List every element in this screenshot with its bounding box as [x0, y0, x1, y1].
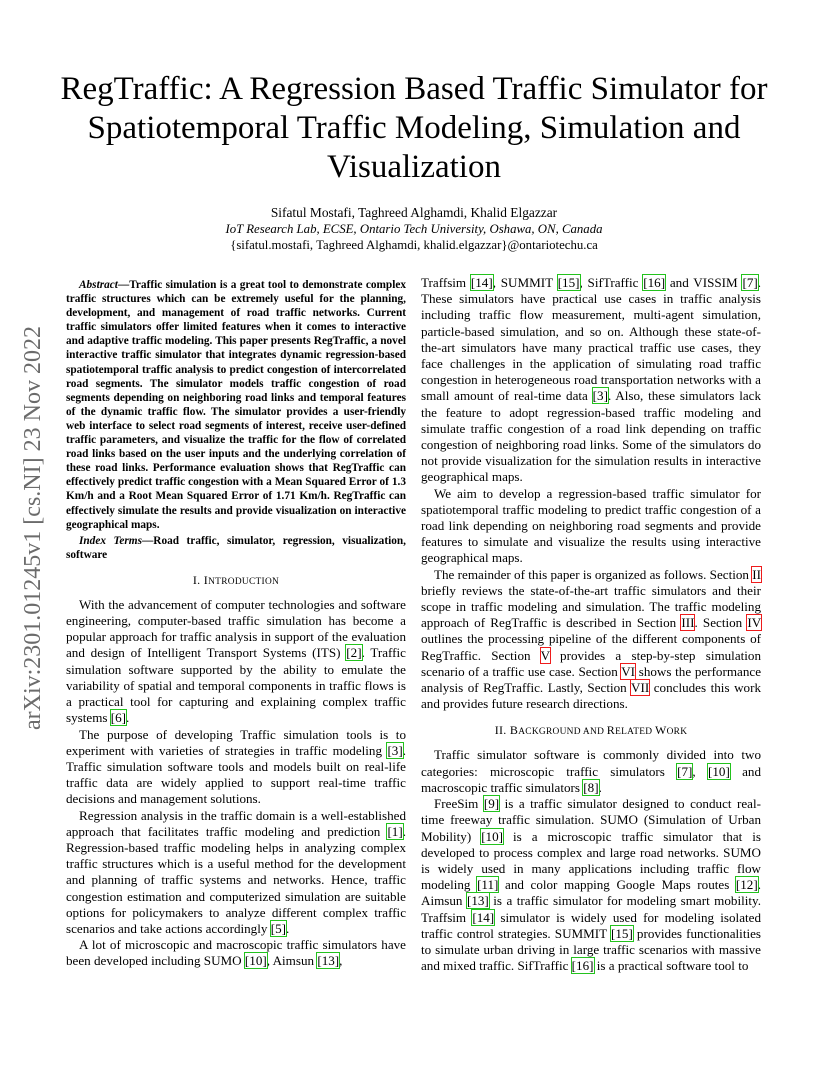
section-initial: W: [654, 723, 667, 738]
text-run: and macroscopic traffic simulators: [421, 763, 761, 795]
text-run: The remainder of this paper is organized as follows. Section: [434, 566, 753, 582]
text-run: , SUMMIT: [492, 275, 558, 290]
section-initial: B: [509, 723, 519, 738]
citation-link[interactable]: [13]: [466, 893, 489, 909]
section-link[interactable]: V: [540, 647, 550, 663]
abstract-text: Traffic simulation is a great tool to demonstrate complex traffic structures which can be extremely useful for the planning, development, and management of road traffic networks. Current traffic simulators offer limited features when it comes to interactive and adaptive traffic modeling. This paper presents RegTraffic, a novel interactive traffic simulator that integrates dynamic regression-based spatiotemporal traffic analysis to predict congestion of intercorrelated road segments. The simulator models traffic congestion of road segments depending on neighboring road links and temporal features of the dynamic traffic flow. The simulator provides a user-friendly web interface to select road segments of interest, receive user-defined traffic parameters, and visualize the traffic for the flow of correlated road links based on the user inputs and the underlying correlation of these road links. Performance evaluation shows that RegTraffic can effectively predict traffic congestion with a Mean Squared Error of 1.3 Km/h and a Root Mean Squared Error of 1.71 Km/h. RegTraffic can effectively simulate the results and provide visualization on interactive geographical maps.: [66, 279, 406, 531]
right-column: [421, 275, 761, 974]
text-run: .: [598, 779, 602, 795]
citation-link[interactable]: [13]: [317, 953, 340, 969]
citation-link[interactable]: [9]: [483, 796, 500, 812]
text-run: . Regression-based traffic modeling helps in analyzing complex traffic structures which is a useful method for the development and planning of traffic systems and networks. Hence, traffic congestion estimation and computerized simulation are suitable options for policymakers to analyze different complex traffic scenarios and take actions accordingly: [66, 823, 406, 936]
text-run: and color mapping Google Maps routes: [498, 877, 736, 893]
text-run: is a practical software tool to: [593, 958, 749, 974]
index-terms-text: Road traffic, simulator, regression, visualization, software: [66, 534, 406, 561]
text-run: FreeSim: [434, 796, 484, 812]
text-run: A lot of microscopic and macroscopic traffic simulators have been developed including SUMO: [66, 937, 406, 969]
citation-link[interactable]: [8]: [583, 779, 599, 795]
text-run: ,: [339, 953, 343, 969]
section-initial: R: [606, 723, 616, 738]
citation-link[interactable]: [11]: [477, 877, 499, 893]
citation-link[interactable]: [12]: [735, 877, 758, 893]
section-initial: I: [203, 572, 209, 587]
abstract-label: Abstract: [79, 279, 118, 291]
intro-paragraph-3: [66, 808, 406, 938]
text-run: and VISSIM: [665, 275, 743, 290]
author-list: Sifatul Mostafi, Taghreed Alghamdi, Khalid Elgazzar: [270, 205, 558, 220]
text-run: . Section: [694, 615, 748, 631]
text-run: .: [285, 920, 290, 936]
text-run: outlines the processing pipeline of the different components of RegTraffic. Section: [421, 631, 761, 663]
text-run: With the advancement of computer technologies and software engineering, computer-based traffic simulation has become a popular approach for traffic analysis in support of the evaluation and design of Intelligent Transport Systems (ITS): [66, 596, 406, 661]
section-number: I.: [192, 572, 204, 587]
text-run: . Traffic simulation software tools and models built on real-life traffic data are widely applied to support real-time traffic decisions and management solutions.: [66, 742, 406, 807]
citation-link[interactable]: [16]: [571, 958, 594, 974]
author-emails: {sifatul.mostafi, Taghreed Alghamdi, khalid.elgazzar}@ontariotechu.ca: [230, 238, 598, 252]
text-run: .: [126, 710, 130, 726]
text-run: The purpose of developing Traffic simulation tools is to experiment with varieties of strategies in traffic modeling: [66, 726, 406, 758]
citation-link[interactable]: [2]: [346, 645, 362, 661]
section-link[interactable]: IV: [747, 615, 761, 631]
abstract: [66, 278, 406, 532]
background-paragraph-2: [421, 796, 761, 974]
citation-link[interactable]: [16]: [643, 275, 666, 290]
citation-link[interactable]: [3]: [592, 388, 608, 404]
paper-title: RegTraffic: A Regression Based Traffic Simulator for Spatiotemporal Traffic Modeling, Simulation and Visualization: [60, 71, 768, 185]
section-link[interactable]: III: [681, 615, 695, 631]
text-run: . Traffic simulation software supported by the ability to emulate the variability of spatial and temporal components in traffic flows is a practical tool for capturing and explaining complex traffic systems: [66, 645, 406, 726]
index-terms-dash: —: [141, 534, 154, 547]
citation-link[interactable]: [3]: [387, 742, 403, 758]
text-run: . Aimsun: [421, 877, 761, 909]
intro-paragraph-1: [66, 597, 406, 727]
text-run: , Aimsun: [266, 953, 318, 969]
section-number: II.: [494, 723, 510, 738]
text-run: is a traffic simulator for modeling smart mobility. Traffsim: [421, 893, 761, 925]
text-run: , SifTraffic: [579, 275, 644, 290]
citation-link[interactable]: [15]: [557, 275, 580, 290]
citation-link[interactable]: [5]: [270, 920, 286, 936]
text-run: Traffic simulator software is commonly divided into two categories: microscopic traffic simulators: [421, 747, 761, 779]
right-paragraph-1: [421, 275, 761, 486]
section-title-rest: ACKGROUND AND: [518, 727, 607, 738]
text-run: provides a step-by-step simulation scenario of a traffic use case. Section: [421, 647, 762, 679]
citation-link[interactable]: [7]: [677, 763, 693, 779]
section-heading-background: [421, 722, 761, 740]
text-run: Regression analysis in the traffic domain is a well-established approach that facilitates traffic modeling and prediction: [66, 807, 406, 839]
text-run: . These simulators have practical use cases in traffic analysis including traffic flow measurement, multi-agent simulation, particle-based simulation, and so on. Although these state-of-the-art simulators have many practical traffic use cases, they face challenges in the application of simulating road traffic congestion in heterogeneous road transportation networks with a small amount of real-time data: [421, 275, 762, 404]
section-title-rest: ELATED: [615, 727, 655, 738]
citation-link[interactable]: [10]: [244, 953, 267, 969]
section-link[interactable]: II: [752, 566, 761, 582]
section-link[interactable]: VII: [631, 680, 650, 696]
text-run: ,: [692, 763, 708, 779]
arxiv-identifier: arXiv:2301.01245v1 [cs.NI] 23 Nov 2022: [20, 326, 46, 730]
section-heading-introduction: [66, 572, 406, 590]
text-run: simulator is widely used for modeling isolated traffic control strategies. SUMMIT: [421, 909, 762, 941]
citation-link[interactable]: [6]: [110, 710, 127, 726]
text-run: briefly reviews the state-of-the-art traffic simulators and their scope in traffic modeling and simulation. The traffic modeling approach of RegTraffic is described in Section: [421, 582, 761, 631]
intro-paragraph-4: [66, 937, 406, 969]
citation-link[interactable]: [10]: [481, 828, 504, 844]
index-terms: [66, 534, 406, 562]
affiliation: IoT Research Lab, ECSE, Ontario Tech University, Oshawa, ON, Canada: [225, 222, 603, 236]
text-run: . Also, these simulators lack the feature to adopt regression-based traffic modeling and simulate traffic congestion of a road link depending on traffic congestion of neighboring road links. Some of the simulators do not provide visualization for the simulation results in interactive geographical maps.: [421, 388, 761, 485]
left-column: [66, 278, 406, 970]
text-run: concludes this work and provides future research directions.: [421, 680, 761, 712]
citation-link[interactable]: [1]: [387, 823, 403, 839]
intro-paragraph-2: [66, 727, 406, 808]
text-run: Traffsim: [421, 275, 471, 290]
citation-link[interactable]: [7]: [742, 275, 758, 290]
section-link[interactable]: VI: [621, 663, 636, 679]
citation-link[interactable]: [14]: [472, 909, 495, 925]
citation-link[interactable]: [15]: [611, 925, 633, 941]
citation-link[interactable]: [10]: [707, 763, 730, 779]
citation-link[interactable]: [14]: [470, 275, 493, 290]
section-title-rest: ORK: [666, 727, 688, 738]
right-paragraph-3: [421, 567, 761, 713]
text-run: provides functionalities to simulate urban driving in large traffic scenarios with massive and mixed traffic. SifTraffic: [421, 925, 761, 974]
text-run: is a traffic simulator designed to conduct real-time freeway traffic simulation. SUMO (Simulation of Urban Mobility): [421, 796, 761, 844]
text-run: shows the performance analysis of RegTraffic. Lastly, Section: [421, 663, 762, 696]
arxiv-sidebar: [20, 326, 50, 760]
section-title-rest: NTRODUCTION: [208, 576, 280, 587]
index-terms-label: Index Terms: [79, 534, 142, 547]
abstract-dash: —: [117, 279, 130, 291]
text-run: is a microscopic traffic simulator that is developed to process complex and large road networks. SUMO is widely used in many applications including traffic flow modeling: [421, 828, 762, 893]
right-paragraph-2: We aim to develop a regression-based traffic simulator for spatiotemporal traffic modeling to predict traffic congestion of a road link depending on neighboring road segments and provide features to simulate and visualize the results using interactive geographical maps.: [421, 485, 761, 566]
background-paragraph-1: [421, 747, 761, 796]
